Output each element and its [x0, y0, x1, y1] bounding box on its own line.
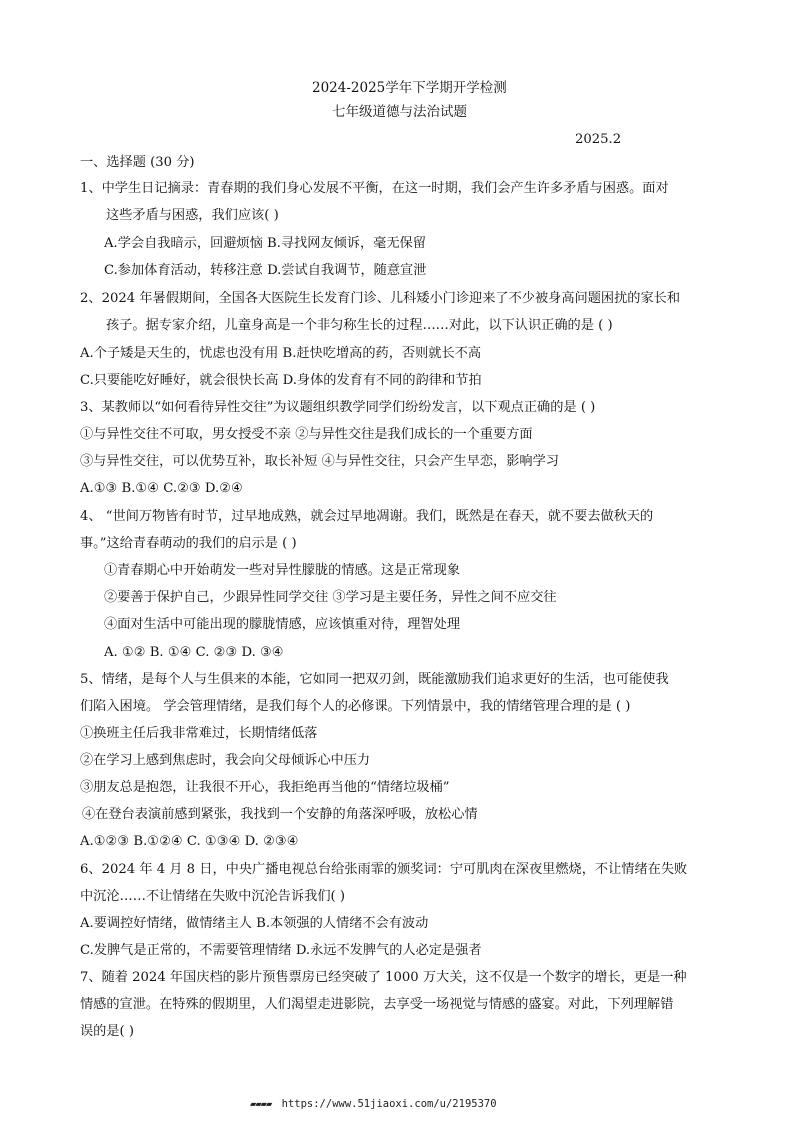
question-5-statement-1: ①换班主任后我非常难过，长期情绪低落 — [80, 726, 318, 741]
question-3-statements-34: ③与异性交往，可以优势互补，取长补短 ④与异性交往，只会产生早恋，影响学习 — [80, 454, 559, 469]
question-4-statement-1: ①青春期心中开始萌发一些对异性朦胧的情感。这是正常现象 — [104, 563, 461, 578]
question-2-options-ab: A.个子矮是天生的，忧虑也没有用 B.赶快吃增高的药，否则就长不高 — [80, 346, 482, 361]
question-6-options-ab: A.要调控好情绪，做情绪主人 B.本领强的人情绪不会有波动 — [80, 916, 429, 931]
question-3-stem: 3、某教师以“如何看待异性交往”为议题组织教学同学们纷纷发言，以下观点正确的是 ( ) — [80, 400, 596, 415]
question-1-stem-cont: 这些矛盾与困惑，我们应该( ) — [106, 208, 279, 223]
question-1-stem: 1、中学生日记摘录：青春期的我们身心发展不平衡，在这一时期，我们会产生许多矛盾与困惑。面对 — [80, 181, 669, 196]
page-footer — [250, 1098, 497, 1110]
question-2-stem-cont: 孩子。据专家介绍，儿童身高是一个非匀称生长的过程……对此，以下认识正确的是 ( ) — [106, 318, 613, 333]
footer-mark: ▰▰▰▰ — [250, 1098, 272, 1110]
question-6-stem-cont: 中沉沦……不让情绪在失败中沉沦告诉我们( ) — [80, 889, 346, 904]
question-5-stem-cont: 们陷入困境。 学会管理情绪，是我们每个人的必修课。下列情景中，我的情绪管理合理的是 ( ) — [80, 699, 631, 714]
question-3-statements-12: ①与异性交往不可取，男女授受不亲 ②与异性交往是我们成长的一个重要方面 — [80, 427, 533, 442]
question-5-options: A.①②③ B.①②④ C. ①③④ D. ②③④ — [80, 834, 299, 849]
question-4-stem: 4、 “世间万物皆有时节，过早地成熟，就会过早地凋谢。我们，既然是在春天，就不要去做秋天的 — [80, 509, 654, 524]
question-2-stem: 2、2024 年暑假期间，全国各大医院生长发育门诊、儿科矮小门诊迎来了不少被身高问题困扰的家长和 — [80, 291, 681, 306]
question-4-statement-4: ④面对生活中可能出现的朦胧情感，应该慎重对待，理智处理 — [104, 617, 461, 632]
footer-url[interactable]: https://www.51jiaoxi.com/u/2195370 — [281, 1098, 497, 1110]
question-5-statement-2: ②在学习上感到焦虑时，我会向父母倾诉心中压力 — [80, 753, 371, 768]
question-7-stem-end: 误的是( ) — [80, 1024, 135, 1039]
question-6-options-cd: C.发脾气是正常的，不需要管理情绪 D.永远不发脾气的人必定是强者 — [80, 943, 482, 958]
question-4-statement-23: ②要善于保护自己，少跟异性同学交往 ③学习是主要任务，异性之间不应交往 — [104, 590, 557, 605]
exam-subtitle: 七年级道德与法治试题 — [332, 104, 467, 120]
question-5-statement-4: ④在登台表演前感到紧张，我找到一个安静的角落深呼吸，放松心情 — [82, 807, 478, 822]
question-5-statement-3: ③朋友总是抱怨，让我很不开心，我拒绝再当他的“情绪垃圾桶” — [80, 780, 450, 795]
question-5-stem: 5、情绪，是每个人与生俱来的本能，它如同一把双刃剑，既能激励我们追求更好的生活，也可能使我 — [80, 672, 669, 687]
question-1-options-cd: C.参加体育活动，转移注意 D.尝试自我调节，随意宣泄 — [104, 263, 427, 278]
question-3-options: A.①③ B.①④ C.②③ D.②④ — [80, 481, 243, 496]
question-6-stem: 6、2024 年 4 月 8 日，中央广播电视总台给张雨霏的颁奖词：宁可肌肉在深夜里燃烧，不让情绪在失败 — [80, 862, 688, 877]
question-4-stem-cont: 事。”这给青春萌动的我们的启示是 ( ) — [80, 536, 297, 551]
question-7-stem-cont: 情感的宣泄。在特殊的假期里，人们渴望走进影院，去享受一场视觉与情感的盛宴。对此，下列理解错 — [80, 997, 674, 1012]
exam-date: 2025.2 — [575, 132, 622, 147]
question-2-options-cd: C.只要能吃好睡好，就会很快长高 D.身体的发育有不同的韵律和节拍 — [80, 373, 482, 388]
question-7-stem: 7、随着 2024 年国庆档的影片预售票房已经突破了 1000 万大关，这不仅是一个数字的增长，更是一种 — [80, 970, 687, 985]
section-heading: 一、选择题 (30 分) — [80, 155, 195, 170]
question-1-options-ab: A.学会自我暗示，回避烦恼 B.寻找网友倾诉，毫无保留 — [104, 236, 426, 251]
exam-title: 2024-2025学年下学期开学检测 — [312, 80, 507, 96]
question-4-options: A. ①② B. ①④ C. ②③ D. ③④ — [104, 645, 284, 660]
